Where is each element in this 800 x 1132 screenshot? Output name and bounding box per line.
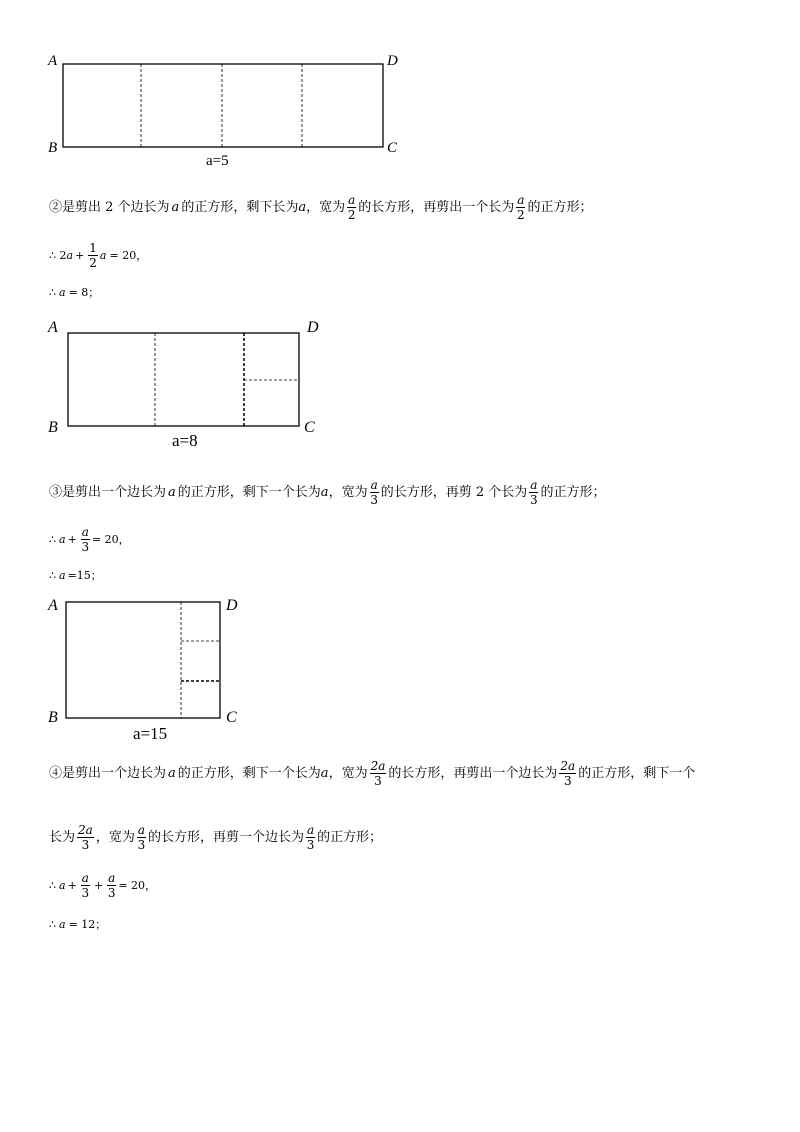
- numerator: a: [81, 525, 89, 539]
- denominator: 3: [306, 838, 315, 852]
- case-4-description-line-2: [49, 824, 382, 851]
- text: ，宽为: [328, 765, 368, 781]
- therefore-prefix: ∴: [49, 286, 56, 299]
- numerator: a: [530, 478, 538, 492]
- case-2-result: [49, 283, 99, 303]
- numerator: a: [108, 871, 116, 885]
- variable-a: a: [99, 248, 107, 262]
- vertex-label-c: C: [304, 419, 315, 436]
- text: ，宽为: [95, 829, 135, 845]
- fraction-a-over-3: [81, 526, 90, 553]
- vertex-label-b: B: [48, 709, 58, 726]
- case-2-equation: [49, 242, 147, 269]
- case-3-description: [49, 479, 605, 506]
- text: ，宽为: [328, 484, 368, 500]
- rectangle-abcd: [68, 333, 299, 426]
- rectangle-abcd: [66, 602, 220, 718]
- variable-a: a: [59, 918, 66, 931]
- denominator: 2: [347, 208, 356, 222]
- numerator: a: [370, 478, 378, 492]
- vertex-label-a: A: [48, 53, 58, 69]
- fraction-a-over-3: [370, 479, 379, 506]
- fraction-a-over-3: [81, 872, 90, 899]
- vertex-label-a: A: [48, 319, 58, 336]
- text: ③是剪出一个边长为: [49, 484, 167, 500]
- denominator: 2: [517, 208, 525, 222]
- text: 的正方形；: [540, 484, 606, 500]
- equation-rhs: = 20，: [118, 878, 157, 892]
- result-value: =15；: [67, 569, 102, 582]
- denominator: 2: [89, 256, 97, 270]
- figure-a5: [44, 48, 414, 170]
- fraction-a-over-3: [529, 479, 538, 506]
- equation-rhs: = 20，: [109, 248, 148, 262]
- text: 的正方形，剩下长为: [181, 199, 299, 215]
- therefore-prefix: ∴: [49, 918, 56, 931]
- fraction-a-over-3: [306, 824, 315, 851]
- figure-a15: [44, 592, 254, 744]
- denominator: 3: [81, 886, 90, 900]
- vertex-label-a: A: [48, 597, 58, 614]
- numerator: a: [307, 823, 315, 837]
- vertex-label-b: B: [48, 140, 58, 156]
- therefore-prefix: ∴: [49, 569, 56, 582]
- case-3-equation: [49, 526, 130, 553]
- fraction-a-over-3: [137, 824, 146, 851]
- variable-a: a: [66, 248, 74, 262]
- case-4-equation: [49, 872, 156, 899]
- text: 的正方形，剩下一个长为: [177, 765, 321, 781]
- plus-sign: +: [75, 248, 85, 262]
- result-value: = 8；: [68, 286, 100, 299]
- denominator: 3: [530, 493, 538, 507]
- text: 的正方形，剩下一个长为: [177, 484, 321, 500]
- denominator: 3: [370, 493, 378, 507]
- case-3-result: [49, 566, 102, 586]
- denominator: 3: [81, 838, 90, 852]
- figure-caption: a=8: [172, 431, 198, 450]
- variable-a: a: [59, 569, 66, 582]
- variable-a: a: [168, 484, 176, 500]
- denominator: 3: [563, 774, 572, 788]
- fraction-a-over-2: [347, 194, 356, 221]
- numerator: 2a: [370, 759, 386, 773]
- fraction-2a-over-3: [370, 760, 387, 787]
- variable-a: a: [320, 484, 329, 500]
- variable-a: a: [298, 199, 307, 215]
- fraction-a-over-3: [107, 872, 116, 899]
- text: ④是剪出一个边长为: [49, 765, 167, 781]
- text: ，宽为: [306, 199, 346, 215]
- plus-sign: +: [67, 878, 77, 892]
- text: 长为: [49, 829, 76, 845]
- variable-a: a: [59, 878, 66, 892]
- text: 的长方形，再剪一个边长为: [147, 829, 304, 845]
- vertex-label-b: B: [48, 419, 58, 436]
- numerator: a: [348, 193, 356, 207]
- vertex-label-d: D: [387, 53, 398, 69]
- case-4-result: [49, 915, 106, 935]
- case-2-description: [49, 194, 592, 221]
- figure-a8: [44, 314, 344, 454]
- text: 的长方形，再剪出一个长为: [358, 199, 515, 215]
- variable-a: a: [171, 199, 180, 215]
- denominator: 3: [374, 774, 382, 788]
- vertex-label-d: D: [307, 319, 319, 336]
- vertex-label-c: C: [387, 140, 398, 156]
- variable-a: a: [320, 765, 329, 781]
- denominator: 3: [107, 886, 116, 900]
- therefore-prefix: ∴: [49, 532, 56, 546]
- numerator: 1: [89, 241, 97, 255]
- vertex-label-c: C: [226, 709, 237, 726]
- variable-a: a: [59, 286, 66, 299]
- numerator: 2a: [560, 759, 576, 773]
- variable-a: a: [59, 532, 66, 546]
- text: ②是剪出 2 个边长为: [49, 199, 170, 215]
- numerator: 2a: [78, 823, 93, 837]
- therefore-prefix: ∴ 2: [49, 248, 67, 262]
- text: 的正方形；: [527, 199, 593, 215]
- equation-rhs: = 20，: [91, 532, 130, 546]
- case-4-description-line-1: [49, 760, 695, 787]
- denominator: 3: [137, 838, 146, 852]
- numerator: a: [137, 823, 145, 837]
- variable-a: a: [168, 765, 176, 781]
- figure-caption: a=5: [206, 153, 229, 169]
- fraction-2a-over-3: [77, 824, 94, 851]
- text: 的长方形，再剪出一个边长为: [388, 765, 558, 781]
- therefore-prefix: ∴: [49, 878, 56, 892]
- vertex-label-d: D: [226, 597, 238, 614]
- numerator: a: [517, 193, 525, 207]
- numerator: a: [81, 871, 89, 885]
- text: 的长方形，再剪 2 个长为: [380, 484, 528, 500]
- text: 的正方形，剩下一个: [578, 765, 696, 781]
- fraction-a-over-2: [516, 194, 525, 221]
- denominator: 3: [81, 540, 90, 554]
- result-value: = 12；: [68, 918, 107, 931]
- text: 的正方形；: [317, 829, 383, 845]
- plus-sign: +: [93, 878, 104, 892]
- fraction-one-half: [88, 242, 98, 269]
- plus-sign: +: [67, 532, 77, 546]
- rectangle-abcd: [63, 64, 383, 147]
- figure-caption: a=15: [133, 724, 168, 743]
- fraction-2a-over-3: [559, 760, 576, 787]
